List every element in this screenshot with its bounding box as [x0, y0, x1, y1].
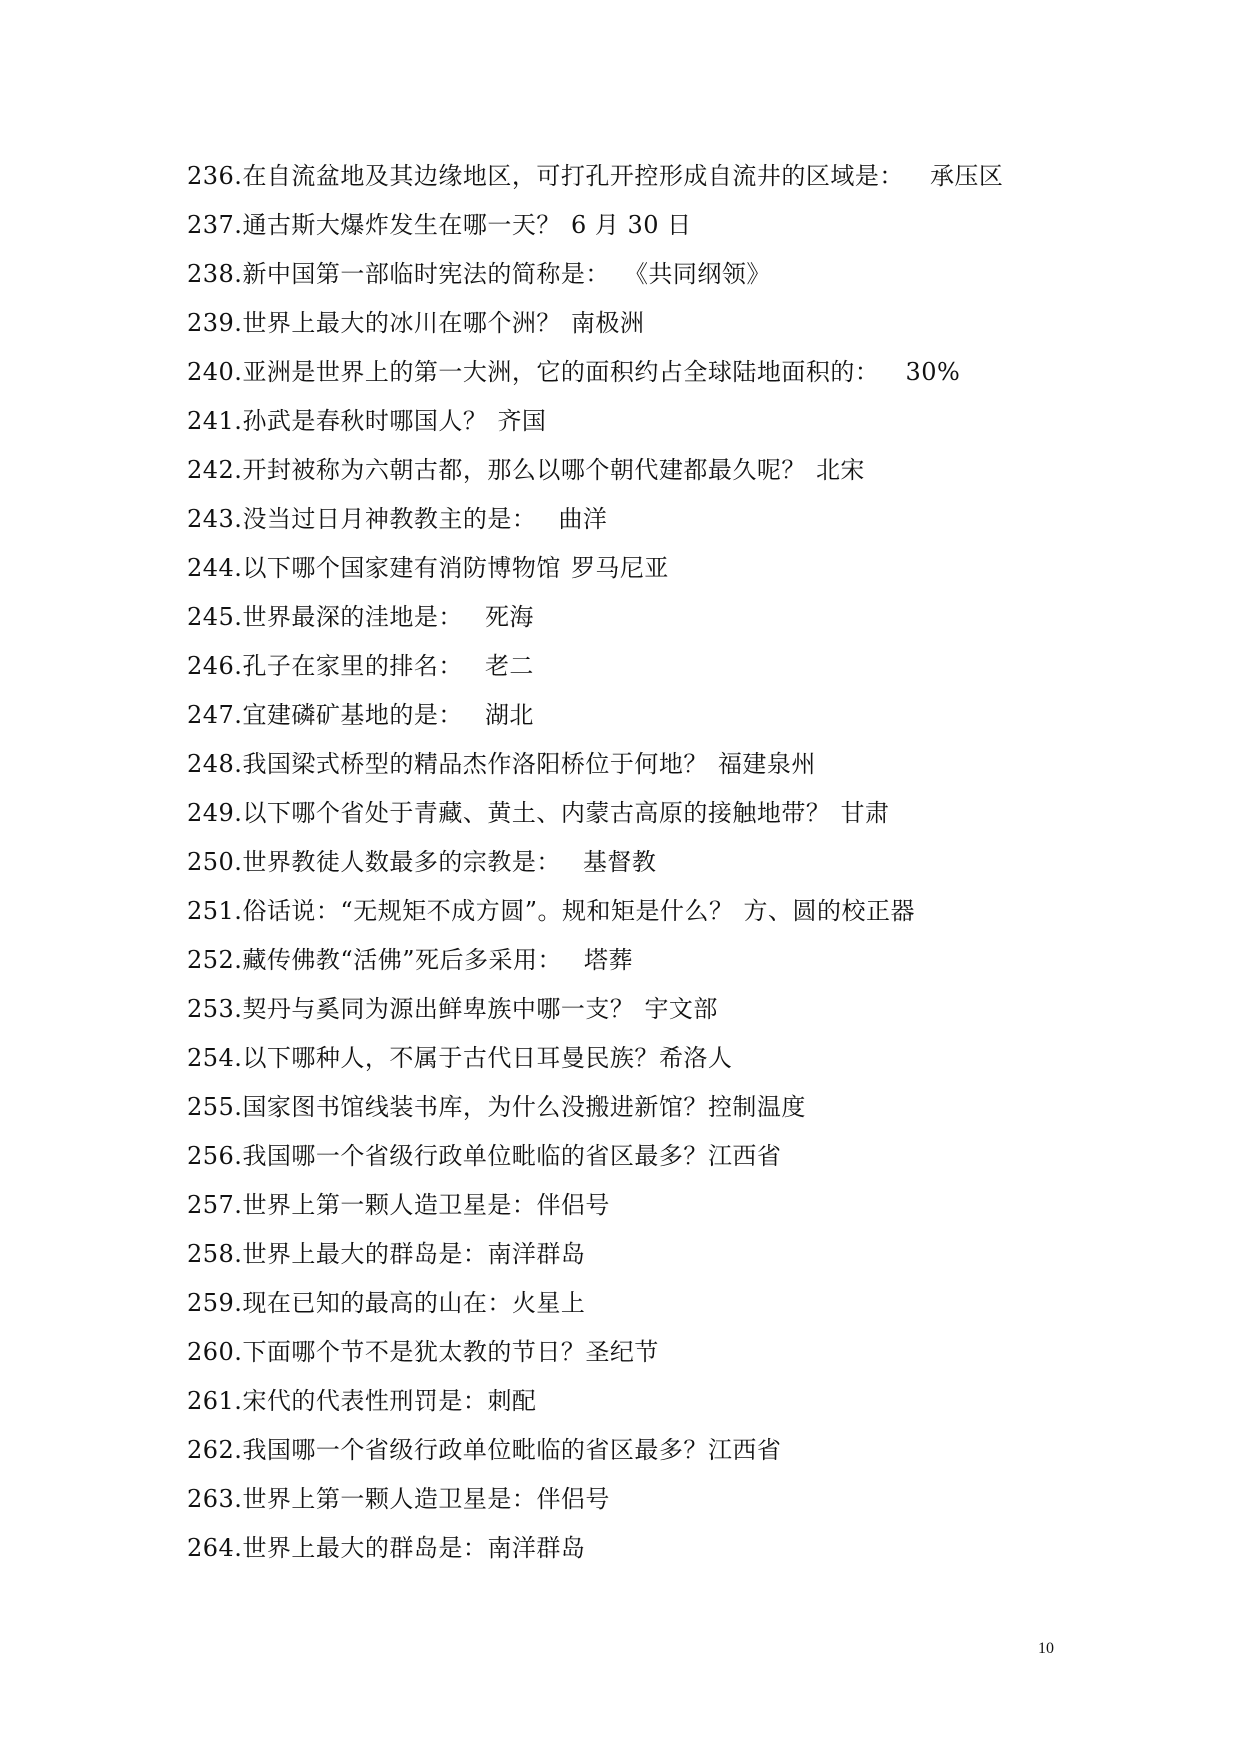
- answer-text: 曲洋: [558, 505, 608, 533]
- list-item: [187, 352, 1147, 401]
- question-text: 251.俗话说：“无规矩不成方圆”。规和矩是什么？: [187, 897, 734, 925]
- question-text: 236.在自流盆地及其边缘地区，可打孔开控形成自流井的区域是：: [187, 162, 904, 190]
- list-item: [187, 401, 1147, 450]
- answer-text: 《共同纲领》: [635, 260, 771, 288]
- answer-text: 6 月 30 日: [570, 211, 692, 239]
- list-item: [187, 1283, 1147, 1332]
- question-text: 258.世界上最大的群岛是：: [187, 1240, 488, 1268]
- page-number: 10: [1038, 1640, 1054, 1657]
- list-item: [187, 499, 1147, 548]
- list-item: [187, 646, 1147, 695]
- answer-text: 南极洲: [570, 309, 645, 337]
- question-text: 259.现在已知的最高的山在：: [187, 1289, 512, 1317]
- question-text: 244.以下哪个国家建有消防博物馆: [187, 554, 561, 582]
- qa-list: [187, 156, 1147, 1577]
- answer-text: 南洋群岛: [487, 1240, 586, 1268]
- answer-text: 甘肃: [840, 799, 890, 827]
- list-item: [187, 1479, 1147, 1528]
- question-text: 262.我国哪一个省级行政单位毗临的省区最多？: [187, 1436, 708, 1464]
- answer-text: 基督教: [582, 848, 657, 876]
- question-text: 252.藏传佛教“活佛”死后多采用：: [187, 946, 562, 974]
- question-text: 249.以下哪个省处于青藏、黄土、内蒙古高原的接触地带？: [187, 799, 831, 827]
- question-text: 241.孙武是春秋时哪国人？: [187, 407, 488, 435]
- list-item: [187, 1087, 1147, 1136]
- list-item: [187, 842, 1147, 891]
- question-text: 246.孔子在家里的排名：: [187, 652, 463, 680]
- question-text: 250.世界教徒人数最多的宗教是：: [187, 848, 561, 876]
- answer-text: 方、圆的校正器: [743, 897, 915, 925]
- list-item: [187, 940, 1147, 989]
- answer-text: 宇文部: [644, 995, 718, 1023]
- list-item: [187, 450, 1147, 499]
- list-item: [187, 989, 1147, 1038]
- question-text: 256.我国哪一个省级行政单位毗临的省区最多？: [187, 1142, 708, 1170]
- question-text: 243.没当过日月神教教主的是：: [187, 505, 537, 533]
- answer-text: 火星上: [511, 1289, 586, 1317]
- question-text: 238.新中国第一部临时宪法的简称是：: [187, 260, 610, 288]
- list-item: [187, 1038, 1147, 1087]
- question-text: 242.开封被称为六朝古都，那么以哪个朝代建都最久呢？: [187, 456, 806, 484]
- list-item: [187, 744, 1147, 793]
- answer-text: 湖北: [484, 701, 534, 729]
- question-text: 239.世界上最大的冰川在哪个洲？: [187, 309, 561, 337]
- list-item: [187, 1430, 1147, 1479]
- question-text: 254.以下哪种人，不属于古代日耳曼民族？: [187, 1044, 659, 1072]
- list-item: [187, 1528, 1147, 1577]
- question-text: 240.亚洲是世界上的第一大洲，它的面积约占全球陆地面积的：: [187, 358, 880, 386]
- list-item: [187, 1136, 1147, 1185]
- answer-text: 罗马尼亚: [570, 554, 669, 582]
- answer-text: 控制温度: [707, 1093, 806, 1121]
- list-item: [187, 1381, 1147, 1430]
- question-text: 248.我国梁式桥型的精品杰作洛阳桥位于何地？: [187, 750, 708, 778]
- list-item: [187, 1234, 1147, 1283]
- list-item: [187, 156, 1147, 205]
- answer-text: 刺配: [487, 1387, 537, 1415]
- answer-text: 30%: [905, 358, 961, 386]
- list-item: [187, 597, 1147, 646]
- list-item: [187, 695, 1147, 744]
- answer-text: 江西省: [707, 1142, 782, 1170]
- question-text: 264.世界上最大的群岛是：: [187, 1534, 488, 1562]
- question-text: 261.宋代的代表性刑罚是：: [187, 1387, 488, 1415]
- answer-text: 福建泉州: [717, 750, 816, 778]
- answer-text: 死海: [484, 603, 534, 631]
- answer-text: 齐国: [497, 407, 547, 435]
- answer-text: 江西省: [707, 1436, 782, 1464]
- answer-text: 伴侣号: [536, 1485, 610, 1513]
- list-item: [187, 254, 1147, 303]
- answer-text: 希洛人: [658, 1044, 733, 1072]
- question-text: 245.世界最深的洼地是：: [187, 603, 463, 631]
- question-text: 237.通古斯大爆炸发生在哪一天？: [187, 211, 561, 239]
- answer-text: 伴侣号: [536, 1191, 610, 1219]
- answer-text: 承压区: [929, 162, 1004, 190]
- question-text: 247.宜建磷矿基地的是：: [187, 701, 463, 729]
- answer-text: 圣纪节: [585, 1338, 659, 1366]
- list-item: [187, 303, 1147, 352]
- question-text: 257.世界上第一颗人造卫星是：: [187, 1191, 537, 1219]
- answer-text: 塔葬: [583, 946, 633, 974]
- list-item: [187, 793, 1147, 842]
- list-item: [187, 891, 1147, 940]
- list-item: [187, 1332, 1147, 1381]
- answer-text: 南洋群岛: [487, 1534, 586, 1562]
- question-text: 255.国家图书馆线装书库，为什么没搬进新馆？: [187, 1093, 708, 1121]
- list-item: [187, 548, 1147, 597]
- answer-text: 老二: [484, 652, 534, 680]
- question-text: 263.世界上第一颗人造卫星是：: [187, 1485, 537, 1513]
- list-item: [187, 1185, 1147, 1234]
- answer-text: 北宋: [815, 456, 865, 484]
- list-item: [187, 205, 1147, 254]
- question-text: 260.下面哪个节不是犹太教的节日？: [187, 1338, 586, 1366]
- question-text: 253.契丹与奚同为源出鲜卑族中哪一支？: [187, 995, 635, 1023]
